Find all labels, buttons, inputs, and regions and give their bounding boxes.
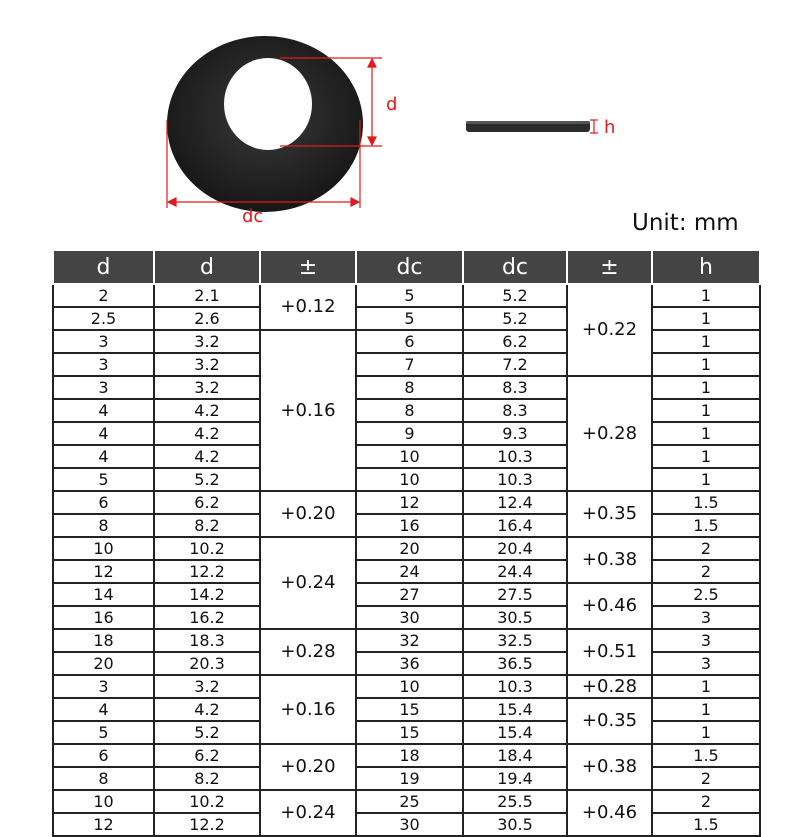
cell-d-nominal: 4 <box>53 399 154 422</box>
cell-d-actual: 4.2 <box>154 698 260 721</box>
table-row <box>53 537 760 560</box>
cell-dc-actual: 10.3 <box>463 445 567 468</box>
cell-d-actual: 12.2 <box>154 813 260 836</box>
header-d-actual: d <box>154 250 260 284</box>
cell-h: 1.5 <box>652 514 760 537</box>
table-row <box>53 491 760 514</box>
cell-dc-actual: 36.5 <box>463 652 567 675</box>
table-row <box>53 629 760 652</box>
cell-d-tolerance: +0.28 <box>260 629 356 675</box>
header-dc-nominal: dc <box>356 250 463 284</box>
cell-dc-tolerance: +0.38 <box>567 537 652 583</box>
cell-dc-nominal: 10 <box>356 675 463 698</box>
cell-h: 1 <box>652 307 760 330</box>
cell-h: 3 <box>652 629 760 652</box>
cell-dc-tolerance: +0.46 <box>567 583 652 629</box>
header-d-tolerance: ± <box>260 250 356 284</box>
cell-h: 1 <box>652 445 760 468</box>
table-row <box>53 514 760 537</box>
unit-label: Unit: mm <box>632 210 739 236</box>
cell-h: 1 <box>652 284 760 307</box>
washer-diagram <box>0 0 800 240</box>
cell-d-nominal: 8 <box>53 514 154 537</box>
cell-dc-nominal: 15 <box>356 698 463 721</box>
cell-h: 1 <box>652 353 760 376</box>
cell-d-actual: 2.1 <box>154 284 260 307</box>
cell-dc-actual: 18.4 <box>463 744 567 767</box>
cell-h: 1 <box>652 698 760 721</box>
cell-h: 1 <box>652 422 760 445</box>
table-row <box>53 560 760 583</box>
cell-d-actual: 3.2 <box>154 330 260 353</box>
cell-d-actual: 3.2 <box>154 376 260 399</box>
cell-d-tolerance: +0.24 <box>260 537 356 629</box>
cell-dc-tolerance: +0.46 <box>567 790 652 836</box>
table-row <box>53 583 760 606</box>
cell-dc-actual: 27.5 <box>463 583 567 606</box>
table-row <box>53 606 760 629</box>
cell-d-nominal: 4 <box>53 422 154 445</box>
cell-dc-actual: 8.3 <box>463 376 567 399</box>
washer-top-view <box>167 36 363 212</box>
d-label: d <box>386 94 398 115</box>
header-dc-actual: dc <box>463 250 567 284</box>
cell-dc-tolerance: +0.38 <box>567 744 652 790</box>
cell-d-tolerance: +0.12 <box>260 284 356 330</box>
cell-d-actual: 3.2 <box>154 353 260 376</box>
header-h: h <box>652 250 760 284</box>
cell-dc-nominal: 5 <box>356 284 463 307</box>
cell-dc-nominal: 30 <box>356 813 463 836</box>
cell-dc-nominal: 16 <box>356 514 463 537</box>
cell-d-nominal: 4 <box>53 698 154 721</box>
table-row <box>53 721 760 744</box>
cell-d-nominal: 3 <box>53 675 154 698</box>
cell-d-nominal: 3 <box>53 353 154 376</box>
cell-h: 2 <box>652 537 760 560</box>
cell-d-actual: 4.2 <box>154 445 260 468</box>
table-body <box>53 284 760 836</box>
cell-dc-actual: 8.3 <box>463 399 567 422</box>
cell-d-actual: 16.2 <box>154 606 260 629</box>
cell-d-actual: 20.3 <box>154 652 260 675</box>
cell-h: 1 <box>652 330 760 353</box>
cell-dc-actual: 24.4 <box>463 560 567 583</box>
cell-d-actual: 2.6 <box>154 307 260 330</box>
cell-d-actual: 10.2 <box>154 790 260 813</box>
cell-d-tolerance: +0.16 <box>260 675 356 744</box>
cell-d-actual: 10.2 <box>154 537 260 560</box>
cell-d-actual: 3.2 <box>154 675 260 698</box>
cell-dc-nominal: 9 <box>356 422 463 445</box>
cell-h: 2 <box>652 790 760 813</box>
table-header <box>53 250 760 284</box>
cell-h: 3 <box>652 606 760 629</box>
cell-dc-actual: 5.2 <box>463 284 567 307</box>
cell-d-nominal: 12 <box>53 813 154 836</box>
cell-h: 1.5 <box>652 813 760 836</box>
cell-dc-tolerance: +0.28 <box>567 376 652 491</box>
cell-dc-actual: 15.4 <box>463 721 567 744</box>
cell-dc-tolerance: +0.22 <box>567 284 652 376</box>
cell-d-nominal: 14 <box>53 583 154 606</box>
table-row <box>53 422 760 445</box>
cell-d-actual: 4.2 <box>154 399 260 422</box>
table-row <box>53 376 760 399</box>
cell-dc-actual: 30.5 <box>463 606 567 629</box>
cell-d-actual: 4.2 <box>154 422 260 445</box>
cell-h: 1.5 <box>652 491 760 514</box>
table-row <box>53 652 760 675</box>
cell-h: 3 <box>652 652 760 675</box>
cell-d-nominal: 18 <box>53 629 154 652</box>
table-row <box>53 353 760 376</box>
cell-d-nominal: 3 <box>53 330 154 353</box>
cell-dc-actual: 7.2 <box>463 353 567 376</box>
cell-dc-actual: 15.4 <box>463 698 567 721</box>
cell-h: 1.5 <box>652 744 760 767</box>
cell-d-actual: 18.3 <box>154 629 260 652</box>
cell-d-tolerance: +0.20 <box>260 744 356 790</box>
cell-d-nominal: 3 <box>53 376 154 399</box>
cell-dc-nominal: 32 <box>356 629 463 652</box>
cell-dc-actual: 30.5 <box>463 813 567 836</box>
cell-d-tolerance: +0.16 <box>260 330 356 491</box>
cell-d-nominal: 6 <box>53 491 154 514</box>
cell-h: 1 <box>652 468 760 491</box>
cell-dc-nominal: 25 <box>356 790 463 813</box>
cell-dc-nominal: 12 <box>356 491 463 514</box>
cell-d-tolerance: +0.24 <box>260 790 356 836</box>
cell-d-nominal: 12 <box>53 560 154 583</box>
table-row <box>53 307 760 330</box>
cell-d-nominal: 16 <box>53 606 154 629</box>
cell-h: 2.5 <box>652 583 760 606</box>
h-label: h <box>604 117 616 138</box>
cell-h: 1 <box>652 721 760 744</box>
cell-dc-nominal: 24 <box>356 560 463 583</box>
cell-dc-nominal: 18 <box>356 744 463 767</box>
cell-dc-actual: 9.3 <box>463 422 567 445</box>
cell-dc-nominal: 8 <box>356 399 463 422</box>
table-row <box>53 399 760 422</box>
table-row <box>53 284 760 307</box>
table-row <box>53 767 760 790</box>
table-row <box>53 790 760 813</box>
cell-d-actual: 8.2 <box>154 767 260 790</box>
cell-dc-nominal: 19 <box>356 767 463 790</box>
table-row <box>53 468 760 491</box>
dc-label: dc <box>242 206 264 227</box>
cell-d-actual: 8.2 <box>154 514 260 537</box>
cell-d-tolerance: +0.20 <box>260 491 356 537</box>
cell-d-actual: 5.2 <box>154 721 260 744</box>
cell-d-actual: 5.2 <box>154 468 260 491</box>
cell-d-actual: 14.2 <box>154 583 260 606</box>
cell-d-actual: 12.2 <box>154 560 260 583</box>
cell-h: 1 <box>652 399 760 422</box>
cell-dc-actual: 16.4 <box>463 514 567 537</box>
cell-h: 2 <box>652 767 760 790</box>
cell-dc-nominal: 27 <box>356 583 463 606</box>
cell-d-nominal: 6 <box>53 744 154 767</box>
table-row <box>53 330 760 353</box>
cell-dc-nominal: 36 <box>356 652 463 675</box>
cell-d-nominal: 10 <box>53 790 154 813</box>
cell-dc-nominal: 15 <box>356 721 463 744</box>
cell-d-nominal: 10 <box>53 537 154 560</box>
cell-dc-nominal: 7 <box>356 353 463 376</box>
table-row <box>53 813 760 836</box>
cell-d-nominal: 2 <box>53 284 154 307</box>
cell-dc-nominal: 6 <box>356 330 463 353</box>
cell-d-nominal: 2.5 <box>53 307 154 330</box>
cell-h: 2 <box>652 560 760 583</box>
table-row <box>53 675 760 698</box>
cell-d-nominal: 4 <box>53 445 154 468</box>
cell-dc-nominal: 5 <box>356 307 463 330</box>
cell-dc-actual: 6.2 <box>463 330 567 353</box>
table-row <box>53 744 760 767</box>
header-d-nominal: d <box>53 250 154 284</box>
table-row <box>53 698 760 721</box>
cell-dc-nominal: 30 <box>356 606 463 629</box>
cell-dc-actual: 32.5 <box>463 629 567 652</box>
cell-dc-nominal: 20 <box>356 537 463 560</box>
cell-dc-tolerance: +0.35 <box>567 491 652 537</box>
cell-dc-actual: 5.2 <box>463 307 567 330</box>
cell-dc-actual: 10.3 <box>463 468 567 491</box>
h-dimension <box>590 120 598 133</box>
cell-dc-tolerance: +0.28 <box>567 675 652 698</box>
cell-dc-tolerance: +0.35 <box>567 698 652 744</box>
table-row <box>53 445 760 468</box>
cell-dc-nominal: 8 <box>356 376 463 399</box>
cell-d-nominal: 8 <box>53 767 154 790</box>
cell-h: 1 <box>652 675 760 698</box>
cell-d-nominal: 5 <box>53 468 154 491</box>
cell-d-actual: 6.2 <box>154 744 260 767</box>
cell-dc-nominal: 10 <box>356 445 463 468</box>
cell-dc-actual: 19.4 <box>463 767 567 790</box>
cell-dc-nominal: 10 <box>356 468 463 491</box>
cell-dc-actual: 10.3 <box>463 675 567 698</box>
cell-h: 1 <box>652 376 760 399</box>
washer-side-view <box>466 121 590 132</box>
cell-dc-actual: 12.4 <box>463 491 567 514</box>
cell-dc-tolerance: +0.51 <box>567 629 652 675</box>
cell-d-nominal: 5 <box>53 721 154 744</box>
cell-dc-actual: 25.5 <box>463 790 567 813</box>
spec-table <box>52 249 761 837</box>
header-dc-tolerance: ± <box>567 250 652 284</box>
cell-d-nominal: 20 <box>53 652 154 675</box>
cell-d-actual: 6.2 <box>154 491 260 514</box>
cell-dc-actual: 20.4 <box>463 537 567 560</box>
